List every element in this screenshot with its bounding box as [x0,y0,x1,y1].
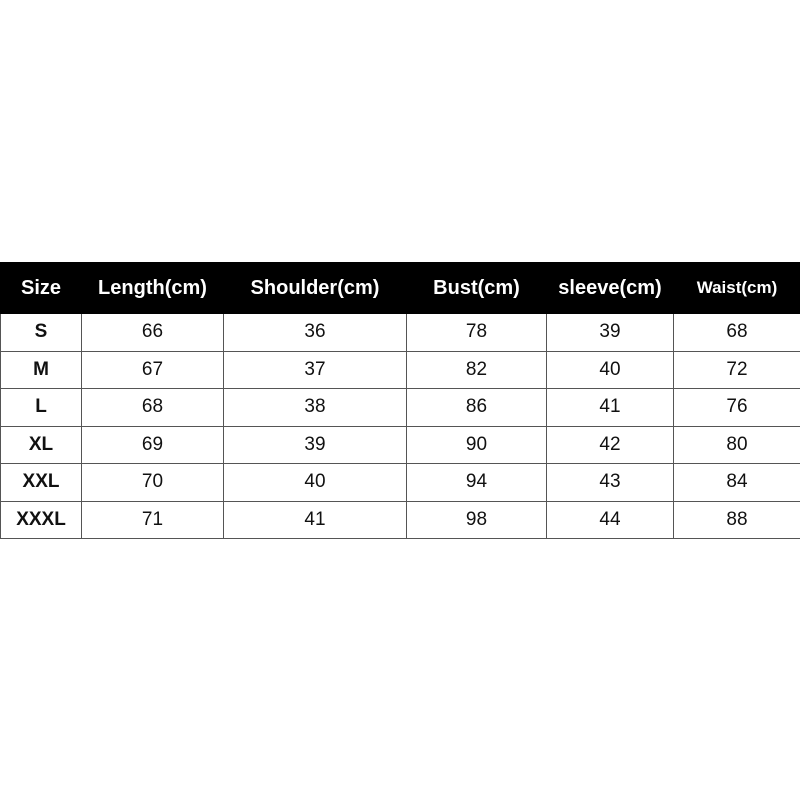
cell-bust: 90 [407,426,547,464]
cell-size: XL [1,426,82,464]
cell-shoulder: 40 [224,464,407,502]
size-chart-header [1,263,800,314]
table-row [1,389,800,427]
cell-bust: 86 [407,389,547,427]
size-chart-body [1,314,800,539]
header-shoulder: Shoulder(cm) [224,263,407,314]
cell-bust: 82 [407,351,547,389]
table-row [1,426,800,464]
header-row [1,263,800,314]
cell-waist: 88 [674,501,800,539]
table-row [1,314,800,352]
table-row [1,464,800,502]
cell-bust: 94 [407,464,547,502]
cell-size: XXL [1,464,82,502]
cell-sleeve: 43 [547,464,674,502]
cell-sleeve: 40 [547,351,674,389]
table-row [1,351,800,389]
size-chart-table [0,262,800,539]
cell-sleeve: 42 [547,426,674,464]
cell-bust: 78 [407,314,547,352]
cell-sleeve: 44 [547,501,674,539]
cell-size: S [1,314,82,352]
cell-shoulder: 41 [224,501,407,539]
cell-length: 71 [82,501,224,539]
cell-length: 67 [82,351,224,389]
cell-bust: 98 [407,501,547,539]
cell-size: M [1,351,82,389]
cell-shoulder: 36 [224,314,407,352]
cell-length: 66 [82,314,224,352]
header-length: Length(cm) [82,263,224,314]
cell-shoulder: 38 [224,389,407,427]
cell-waist: 72 [674,351,800,389]
cell-length: 69 [82,426,224,464]
cell-sleeve: 41 [547,389,674,427]
header-waist: Waist(cm) [674,263,800,314]
cell-sleeve: 39 [547,314,674,352]
cell-waist: 76 [674,389,800,427]
cell-length: 70 [82,464,224,502]
cell-waist: 68 [674,314,800,352]
table-row [1,501,800,539]
cell-waist: 84 [674,464,800,502]
header-sleeve: sleeve(cm) [547,263,674,314]
cell-size: L [1,389,82,427]
cell-size: XXXL [1,501,82,539]
header-size: Size [1,263,82,314]
cell-length: 68 [82,389,224,427]
cell-shoulder: 37 [224,351,407,389]
cell-shoulder: 39 [224,426,407,464]
cell-waist: 80 [674,426,800,464]
header-bust: Bust(cm) [407,263,547,314]
